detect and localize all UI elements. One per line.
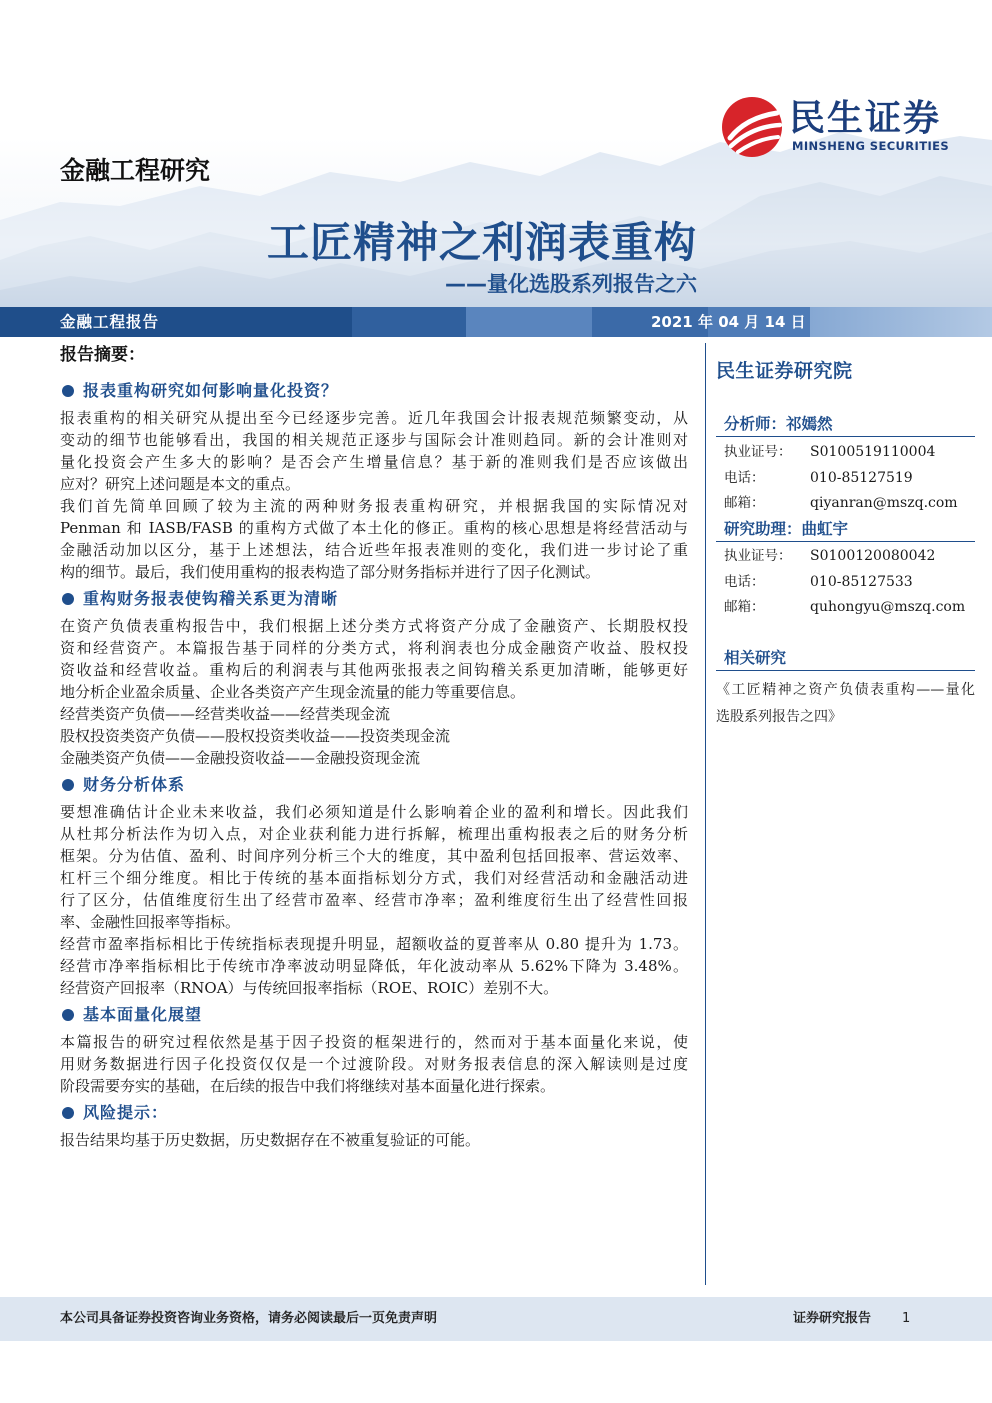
paragraph-line: 经营市盈率指标相比于传统指标表现提升明显，超额收益的夏普率从 0.80 提升为 1.73。 <box>60 935 688 953</box>
contact-value: S0100519110004 <box>810 444 936 460</box>
contact-label: 电话： <box>724 469 765 486</box>
section-title <box>60 380 688 402</box>
analyst-contact <box>724 440 975 517</box>
section-rule <box>716 670 975 671</box>
minsheng-logo-icon <box>721 96 783 158</box>
contact-label: 电话： <box>724 573 765 590</box>
paragraph-line: Penman 和 IASB/FASB 的重构方式做了本土化的修正。重构的核心思想是将经营活动与 <box>60 519 688 537</box>
report-date: 2021 年 04 月 14 日 <box>651 313 806 331</box>
report-category: 金融工程研究 <box>60 156 211 185</box>
paragraph-line: 变动的细节也能够看出，我国的相关规范正逐步与国际会计准则趋同。新的会计准则对 <box>60 431 688 449</box>
band-segment <box>0 307 352 337</box>
report-title: 工匠精神之利润表重构 <box>266 218 697 267</box>
band-segment <box>810 307 992 337</box>
paragraph-line: 金融类资产负债——金融投资收益——金融投资现金流 <box>60 749 421 767</box>
related-research-heading: 相关研究 <box>724 649 787 667</box>
paragraph-line: 量化投资会产生多大的影响？是否会产生增量信息？基于新的准则我们是否应该做出 <box>60 453 688 471</box>
paragraph-line: 框架。分为估值、盈利、时间序列分析三个大的维度，其中盈利包括回报率、营运效率、 <box>60 847 688 865</box>
section-title-text: 报表重构研究如何影响量化投资？ <box>83 381 339 400</box>
related-research-line: 选股系列报告之四》 <box>716 709 842 725</box>
contact-row <box>724 595 975 621</box>
page-footer <box>0 1297 992 1341</box>
analyst-heading: 分析师：祁嫣然 <box>724 415 833 433</box>
section-rule <box>716 436 975 437</box>
footer-doc-type: 证券研究报告 <box>793 1311 872 1326</box>
report-subtitle: ——量化选股系列报告之六 <box>445 272 697 296</box>
paragraph-line: 资和经营资产。本篇报告基于同样的分类方式，将利润表也分成金融资产收益、股权投 <box>60 639 688 657</box>
paragraph-line: 用财务数据进行因子化投资仅仅是一个过渡阶段。对财务报表信息的深入解读则是过度 <box>60 1055 688 1073</box>
paragraph-line: 资收益和经营收益。重构后的利润表与其他两张报表之间钩稽关系更加清晰，能够更好 <box>60 661 688 679</box>
contact-label: 邮箱： <box>724 599 765 615</box>
paragraph-line: 行了区分，估值维度衍生出了经营市盈率、经营市净率；盈利维度衍生出了经营性回报 <box>60 891 688 909</box>
summary-sections <box>60 375 688 1151</box>
assistant-contact <box>724 544 975 621</box>
contact-row <box>724 466 975 492</box>
contact-label: 邮箱： <box>724 495 765 511</box>
related-research-line: 《工匠精神之资产负债表重构——量化 <box>716 682 975 698</box>
column-divider <box>705 343 706 1285</box>
section-title-text: 基本面量化展望 <box>83 1005 203 1024</box>
page-number: 1 <box>902 1311 911 1326</box>
bullet-dot-icon <box>62 593 74 605</box>
paragraph-line: 从杜邦分析法作为切入点，对企业获利能力进行拆解，梳理出重构报表之后的财务分析 <box>60 825 688 843</box>
paragraph-line: 股权投资类资产负债——股权投资类收益——投资类现金流 <box>60 727 451 745</box>
paragraph-line: 经营市净率指标相比于传统市净率波动明显降低，年化波动率从 5.62%下降为 3.48%。 <box>60 957 688 975</box>
contact-value: 010-85127519 <box>810 469 913 486</box>
section-title-text: 风险提示： <box>83 1103 169 1122</box>
summary-heading: 报告摘要： <box>60 345 145 365</box>
paragraph-line: 要想准确估计企业未来收益，我们必须知道是什么影响着企业的盈利和增长。因此我们 <box>60 803 688 821</box>
footer-disclaimer: 本公司具备证券投资咨询业务资格，请务必阅读最后一页免责声明 <box>60 1311 438 1326</box>
paragraph-line: 阶段需要夯实的基础，在后续的报告中我们将继续对基本面量化进行探索。 <box>60 1077 556 1095</box>
report-info-band <box>0 307 992 337</box>
section-title <box>60 774 688 796</box>
contact-value: qiyanran@mszq.com <box>810 495 958 511</box>
paragraph-line: 应对？研究上述问题是本文的重点。 <box>60 475 301 493</box>
brand-name-en: MINSHENG SECURITIES <box>792 139 950 153</box>
contact-row <box>724 440 975 466</box>
contact-row <box>724 491 975 517</box>
paragraph-line: 本篇报告的研究过程依然是基于因子投资的框架进行的，然而对于基本面量化来说，使 <box>60 1033 688 1051</box>
bullet-dot-icon <box>62 1107 74 1119</box>
brand-name-cn: 民生证券 <box>789 98 942 139</box>
section-title <box>60 1004 688 1026</box>
contact-label: 执业证号： <box>724 548 792 564</box>
bullet-dot-icon <box>62 1009 74 1021</box>
bullet-dot-icon <box>62 779 74 791</box>
contact-value: 010-85127533 <box>810 573 913 590</box>
paragraph-line: 报表重构的相关研究从提出至今已经逐步完善。近几年我国会计报表规范频繁变动，从 <box>60 409 688 427</box>
paragraph-line: 我们首先简单回顾了较为主流的两种财务报表重构研究，并根据我国的实际情况对 <box>60 497 688 515</box>
band-segment <box>466 307 592 337</box>
paragraph-line: 报告结果均基于历史数据，历史数据存在不被重复验证的可能。 <box>60 1131 481 1149</box>
section-rule <box>716 541 975 542</box>
paragraph-line: 率、金融性回报率等指标。 <box>60 913 241 931</box>
paragraph-line: 地分析企业盈余质量、企业各类资产产生现金流量的能力等重要信息。 <box>60 683 526 701</box>
contact-value: quhongyu@mszq.com <box>810 599 966 615</box>
contact-row <box>724 570 975 596</box>
paragraph-line: 杠杆三个细分维度。相比于传统的基本面指标划分方式，我们对经营活动和金融活动进 <box>60 869 688 887</box>
section-title-text: 重构财务报表使钩稽关系更为清晰 <box>83 589 339 608</box>
paragraph-line: 构的细节。最后，我们使用重构的报表构造了部分财务指标并进行了因子化测试。 <box>60 563 601 581</box>
band-segment <box>352 307 466 337</box>
section-title-text: 财务分析体系 <box>83 775 186 794</box>
paragraph-line: 经营资产回报率（RNOA）与传统回报率指标（ROE、ROIC）差别不大。 <box>60 979 559 997</box>
report-type-label: 金融工程报告 <box>60 313 160 331</box>
section-title <box>60 1102 688 1124</box>
contact-label: 执业证号： <box>724 444 792 460</box>
paragraph-line: 在资产负债表重构报告中，我们根据上述分类方式将资产分成了金融资产、长期股权投 <box>60 617 688 635</box>
contact-row <box>724 544 975 570</box>
paragraph-line: 经营类资产负债——经营类收益——经营类现金流 <box>60 705 391 723</box>
assistant-heading: 研究助理：曲虹宇 <box>724 520 849 538</box>
bullet-dot-icon <box>62 385 74 397</box>
contact-value: S0100120080042 <box>810 548 936 564</box>
section-title <box>60 588 688 610</box>
paragraph-line: 金融活动加以区分，基于上述想法，结合近些年报表准则的变化，我们进一步讨论了重 <box>60 541 688 559</box>
institute-name: 民生证券研究院 <box>716 360 853 382</box>
